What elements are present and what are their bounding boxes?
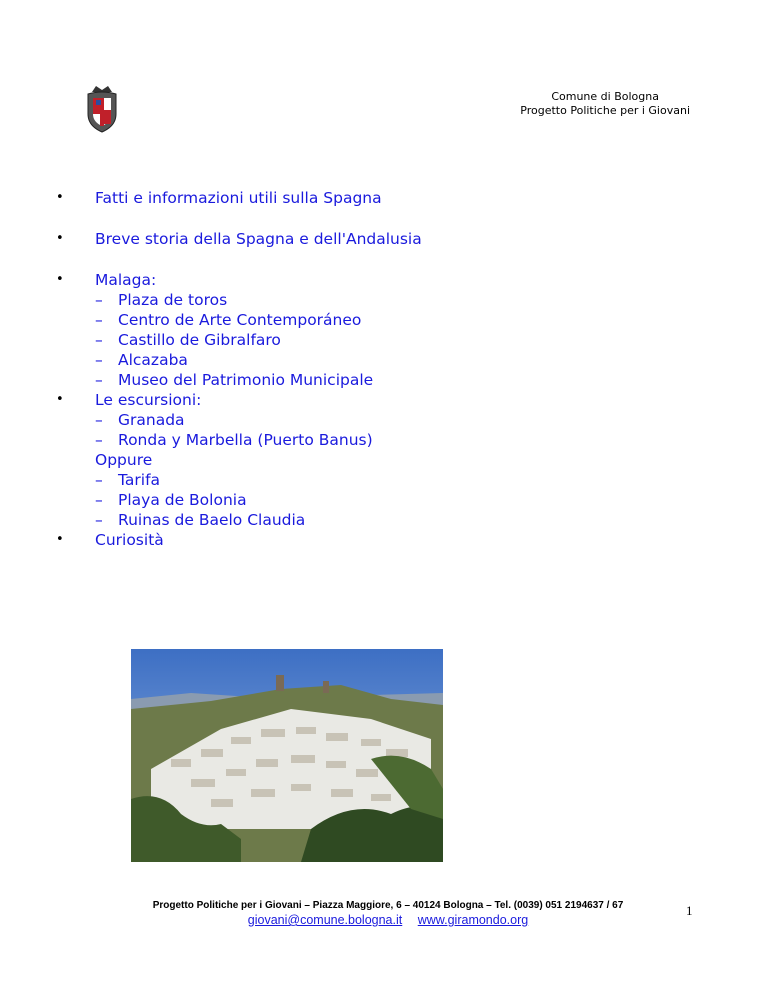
andalusian-village-photo [131,649,443,862]
email-link[interactable]: giovani@comune.bologna.it [247,913,403,927]
dash-icon: – [95,331,103,349]
dash-icon: – [95,511,103,529]
list-item [54,390,422,530]
dash-icon: – [95,491,103,509]
dash-icon: – [95,291,103,309]
document-footer [138,899,638,928]
dash-icon: – [95,411,103,429]
bullet-icon: • [56,272,64,287]
dash-icon: – [95,371,103,389]
list-item [54,270,422,390]
document-header [520,90,690,118]
bullet-icon: • [56,392,64,407]
topic-history: Breve storia della Spagna e dell'Andalusia [95,230,422,248]
list-item [54,229,422,249]
sub-item: – Playa de Bolonia [95,491,247,509]
sub-item: – Granada [95,411,185,429]
header-project: Progetto Politiche per i Giovani [520,104,690,117]
sub-item: – Tarifa [95,471,161,489]
bullet-icon: • [56,190,64,205]
footer-address: Progetto Politiche per i Giovani – Piazza Maggiore, 6 – 40124 Bologna – Tel. (0039) 051 2194637 / 67 [152,900,624,911]
topic-facts: Fatti e informazioni utili sulla Spagna [95,189,382,207]
list-item [54,530,422,550]
sub-item: – Alcazaba [95,351,188,369]
sub-item: – Plaza de toros [95,291,228,309]
sub-item: – Ronda y Marbella (Puerto Banus) [95,431,373,449]
sub-item: – Museo del Patrimonio Municipale [95,371,374,389]
excursions-title: Le escursioni: [95,391,202,409]
dash-icon: – [95,351,103,369]
page-number: 1 [686,903,693,918]
sub-item: – Centro de Arte Contemporáneo [95,311,362,329]
excursions-alternative: Oppure [95,451,153,469]
topic-curiosita: Curiosità [95,531,164,549]
dash-icon: – [95,431,103,449]
list-item [54,188,422,208]
dash-icon: – [95,471,103,489]
contents-list [54,188,422,550]
sub-item: – Ruinas de Baelo Claudia [95,511,306,529]
website-link[interactable]: www.giramondo.org [417,913,529,927]
header-org: Comune di Bologna [551,90,659,103]
malaga-title: Malaga: [95,271,157,289]
footer-links [138,912,638,928]
bullet-icon: • [56,532,64,547]
bullet-icon: • [56,231,64,246]
comune-bologna-logo [84,84,120,134]
sub-item: – Castillo de Gibralfaro [95,331,281,349]
dash-icon: – [95,311,103,329]
